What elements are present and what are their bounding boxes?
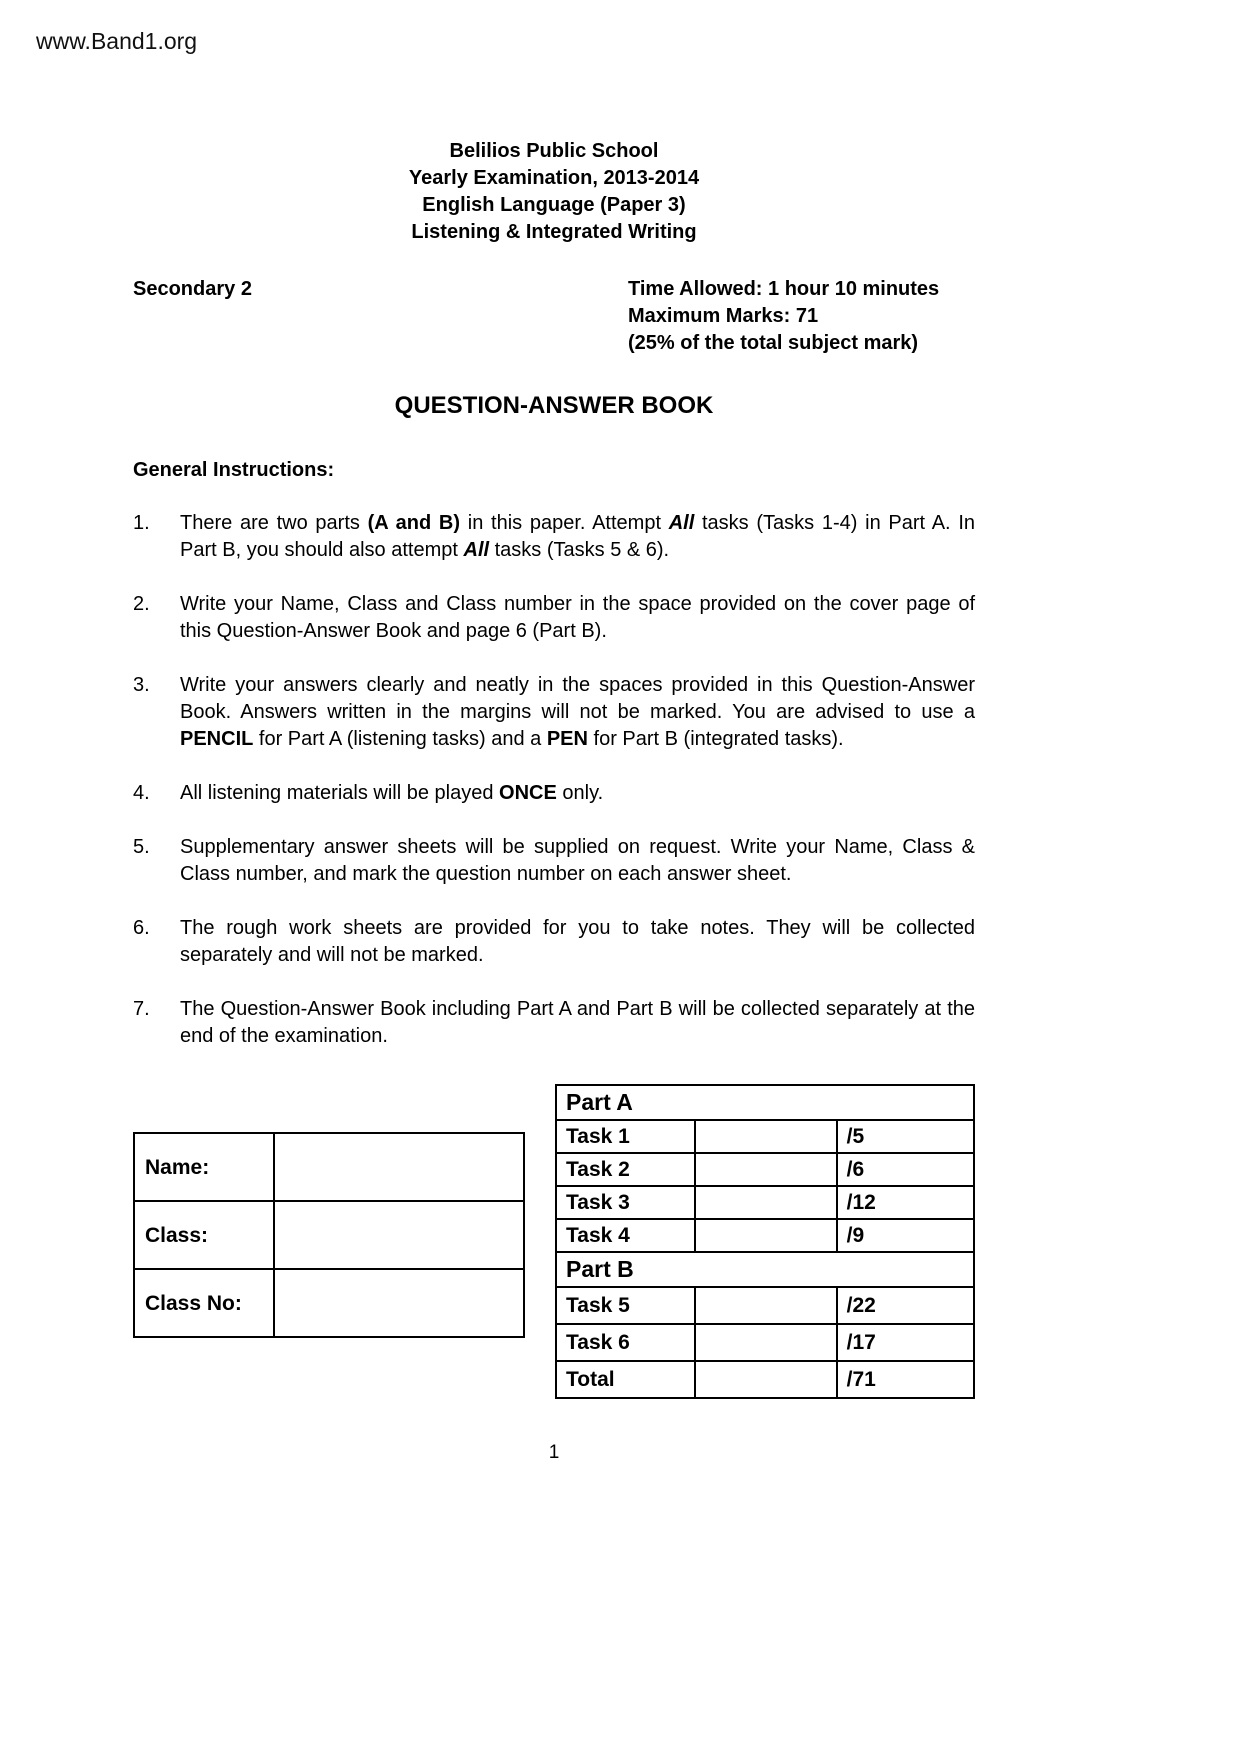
name-row (134, 1133, 524, 1201)
text-run: Write your answers clearly and neatly in the spaces provided in this Question-Answer Book. Answers written in the margins will not be marked. You are advised to use a (180, 674, 975, 723)
text-run: tasks (Tasks 1-4) in Part A. In Part B, you should also attempt (180, 512, 976, 561)
task-3-row (556, 1186, 974, 1219)
student-info-table (133, 1132, 525, 1338)
text-run: (A and B) (367, 512, 461, 534)
instruction-text (180, 510, 975, 564)
score-cell (695, 1120, 836, 1153)
class-no-row (134, 1269, 524, 1337)
part-b-header: Part B (556, 1252, 974, 1287)
exam-meta-right (628, 276, 939, 357)
instruction-item-5 (133, 834, 975, 888)
instruction-item-2 (133, 591, 975, 645)
name-label: Name: (134, 1133, 274, 1201)
max-marks-cell: /6 (837, 1153, 974, 1186)
instruction-text (180, 996, 975, 1050)
task-6-row (556, 1324, 974, 1361)
instruction-item-7 (133, 996, 975, 1050)
task-2-row (556, 1153, 974, 1186)
instruction-item-4 (133, 780, 975, 807)
total-label: Total (556, 1361, 695, 1398)
task-label: Task 5 (556, 1287, 695, 1324)
text-run: All listening materials will be played (180, 782, 500, 804)
subject-title: English Language (Paper 3) (422, 194, 686, 216)
instruction-number: 2. (133, 593, 150, 615)
max-marks-cell: /22 (837, 1287, 974, 1324)
instructions-heading: General Instructions: (133, 459, 335, 481)
part-a-header: Part A (556, 1085, 974, 1120)
total-row (556, 1361, 974, 1398)
score-cell (695, 1361, 836, 1398)
score-cell (695, 1287, 836, 1324)
part-b-header-row (556, 1252, 974, 1287)
text-run: for Part A (listening tasks) and a (253, 728, 547, 750)
level-label: Secondary 2 (133, 278, 252, 300)
bottom-section (133, 1084, 975, 1399)
score-cell (695, 1324, 836, 1361)
instruction-number: 1. (133, 512, 150, 534)
max-marks-cell: /12 (837, 1186, 974, 1219)
class-label: Class: (134, 1201, 274, 1269)
page-content (133, 0, 975, 1466)
class-no-label: Class No: (134, 1269, 274, 1337)
task-5-row (556, 1287, 974, 1324)
instruction-item-3 (133, 672, 975, 753)
school-name: Belilios Public School (449, 140, 659, 162)
max-marks-cell: /9 (837, 1219, 974, 1252)
instruction-number: 3. (133, 674, 150, 696)
marks-table (555, 1084, 975, 1399)
exam-meta (133, 276, 975, 357)
class-value-cell (274, 1201, 524, 1269)
part-a-header-row (556, 1085, 974, 1120)
task-label: Task 1 (556, 1120, 695, 1153)
text-run: tasks (Tasks 5 & 6). (489, 539, 670, 561)
instruction-text (180, 915, 975, 969)
instruction-text (180, 672, 975, 753)
instruction-item-1 (133, 510, 975, 564)
text-run: Write your Name, Class and Class number in the space provided on the cover page of this Question-Answer Book and page 6 (Part B). (180, 593, 975, 642)
text-run: All (668, 512, 695, 534)
instruction-item-6 (133, 915, 975, 969)
instruction-number: 5. (133, 836, 150, 858)
text-run: in this paper. Attempt (460, 512, 669, 534)
task-4-row (556, 1219, 974, 1252)
max-marks-cell: /17 (837, 1324, 974, 1361)
weighting-note: (25% of the total subject mark) (628, 332, 919, 354)
time-allowed: Time Allowed: 1 hour 10 minutes (628, 278, 940, 300)
text-run: There are two parts (180, 512, 368, 534)
exam-title: Yearly Examination, 2013-2014 (408, 167, 700, 189)
instruction-text (180, 834, 975, 888)
exam-header (133, 0, 975, 246)
paper-title: Listening & Integrated Writing (411, 221, 697, 243)
task-label: Task 2 (556, 1153, 695, 1186)
text-run: Supplementary answer sheets will be supplied on request. Write your Name, Class & Class number, and mark the question number on each answer sheet. (180, 836, 975, 885)
text-run: PEN (546, 728, 588, 750)
instruction-text (180, 591, 975, 645)
instruction-number: 7. (133, 998, 150, 1020)
book-title: QUESTION-ANSWER BOOK (394, 392, 714, 419)
text-run: for Part B (integrated tasks). (587, 728, 844, 750)
class-row (134, 1201, 524, 1269)
score-cell (695, 1186, 836, 1219)
text-run: ONCE (499, 782, 557, 804)
task-label: Task 4 (556, 1219, 695, 1252)
text-run: All (463, 539, 490, 561)
score-cell (695, 1219, 836, 1252)
task-label: Task 3 (556, 1186, 695, 1219)
task-1-row (556, 1120, 974, 1153)
text-run: PENCIL (180, 728, 254, 750)
max-marks-cell: /71 (837, 1361, 974, 1398)
site-watermark: www.Band1.org (36, 28, 198, 54)
class-no-value-cell (274, 1269, 524, 1337)
instruction-number: 4. (133, 782, 150, 804)
task-label: Task 6 (556, 1324, 695, 1361)
instruction-text (180, 780, 975, 807)
max-marks-cell: /5 (837, 1120, 974, 1153)
page-number: 1 (548, 1442, 560, 1463)
instructions-list (133, 510, 975, 1050)
maximum-marks: Maximum Marks: 71 (628, 305, 819, 327)
text-run: only. (556, 782, 604, 804)
score-cell (695, 1153, 836, 1186)
instruction-number: 6. (133, 917, 150, 939)
name-value-cell (274, 1133, 524, 1201)
text-run: The rough work sheets are provided for you to take notes. They will be collected separately and will not be marked. (180, 917, 975, 966)
text-run: The Question-Answer Book including Part A and Part B will be collected separately at the end of the examination. (180, 998, 975, 1047)
